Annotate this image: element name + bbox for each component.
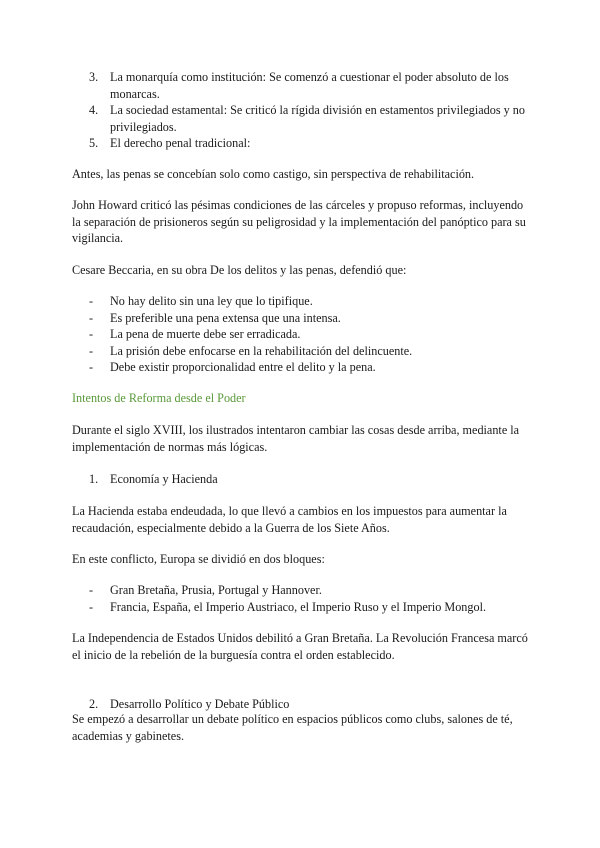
list-number: 3. [89, 70, 99, 84]
list-text: Es preferible una pena extensa que una intensa. [110, 310, 341, 325]
paragraph-antes: Antes, las penas se concebían solo como castigo, sin perspectiva de rehabilitación. [72, 167, 475, 181]
list-text: El derecho penal tradicional: [110, 136, 251, 150]
list-text: La monarquía como institución: Se comenzó a cuestionar el poder absoluto de los monarcas. [110, 70, 509, 101]
list-item [72, 69, 530, 102]
dash-bullet: - [89, 599, 94, 614]
dash-bullet: - [89, 294, 94, 308]
list-item [72, 293, 530, 310]
list-text: Gran Bretaña, Prusia, Portugal y Hannover. [110, 583, 322, 597]
subsection-title: Desarrollo Político y Debate Público [110, 696, 290, 711]
beccaria-bullet-list [72, 293, 530, 376]
subsection-title: Economía y Hacienda [110, 472, 218, 486]
dash-bullet: - [89, 343, 94, 358]
top-numbered-list [72, 69, 530, 152]
paragraph-debate: Se empezó a desarrollar un debate político en espacios públicos como clubs, salones de té, academias y gabinetes. [72, 712, 513, 743]
paragraph-siglo: Durante el siglo XVIII, los ilustrados intentaron cambiar las cosas desde arriba, mediante la implementación de normas más lógicas. [72, 423, 520, 454]
list-number: 4. [89, 103, 99, 117]
paragraph-beccaria: Cesare Beccaria, en su obra De los delitos y las penas, defendió que: [72, 263, 407, 277]
list-text: Francia, España, el Imperio Austriaco, el Imperio Ruso y el Imperio Mongol. [110, 599, 487, 614]
dash-bullet: - [89, 360, 94, 374]
dash-bullet: - [89, 327, 94, 341]
list-item [72, 310, 530, 327]
list-number: 2. [89, 696, 99, 711]
list-item [72, 599, 530, 616]
list-text: La prisión debe enfocarse en la rehabilitación del delincuente. [110, 343, 413, 358]
section-heading: Intentos de Reforma desde el Poder [72, 391, 246, 405]
list-text: La sociedad estamental: Se criticó la rígida división en estamentos privilegiados y no privilegiados. [110, 103, 525, 134]
list-number: 1. [89, 472, 99, 486]
dash-bullet: - [89, 583, 94, 597]
list-text: Debe existir proporcionalidad entre el delito y la pena. [110, 360, 376, 374]
subsection-heading [72, 471, 568, 488]
list-item [72, 326, 530, 343]
paragraph-hacienda: La Hacienda estaba endeudada, lo que llevó a cambios en los impuestos para aumentar la recaudación, especialmente debido a la Guerra de los Siete Años. [72, 504, 507, 535]
list-item [72, 582, 530, 599]
paragraph-independencia: La Independencia de Estados Unidos debilitó a Gran Bretaña. La Revolución Francesa marcó el inicio de la rebelión de la burguesía contra el orden establecido. [72, 631, 528, 662]
list-item [72, 343, 530, 360]
paragraph-conflicto: En este conflicto, Europa se dividió en dos bloques: [72, 552, 325, 566]
bloques-bullet-list [72, 582, 530, 615]
subsection-heading [72, 696, 568, 713]
dash-bullet: - [89, 310, 94, 325]
paragraph-howard: John Howard criticó las pésimas condiciones de las cárceles y propuso reformas, incluyendo la separación de prisioneros según su peligrosidad y la implementación del panóptico para su vigilancia. [72, 198, 526, 245]
list-text: No hay delito sin una ley que lo tipifique. [110, 294, 313, 308]
list-item [72, 102, 530, 135]
list-item [72, 359, 530, 376]
list-number: 5. [89, 136, 99, 150]
list-text: La pena de muerte debe ser erradicada. [110, 327, 301, 341]
list-item [72, 135, 530, 152]
